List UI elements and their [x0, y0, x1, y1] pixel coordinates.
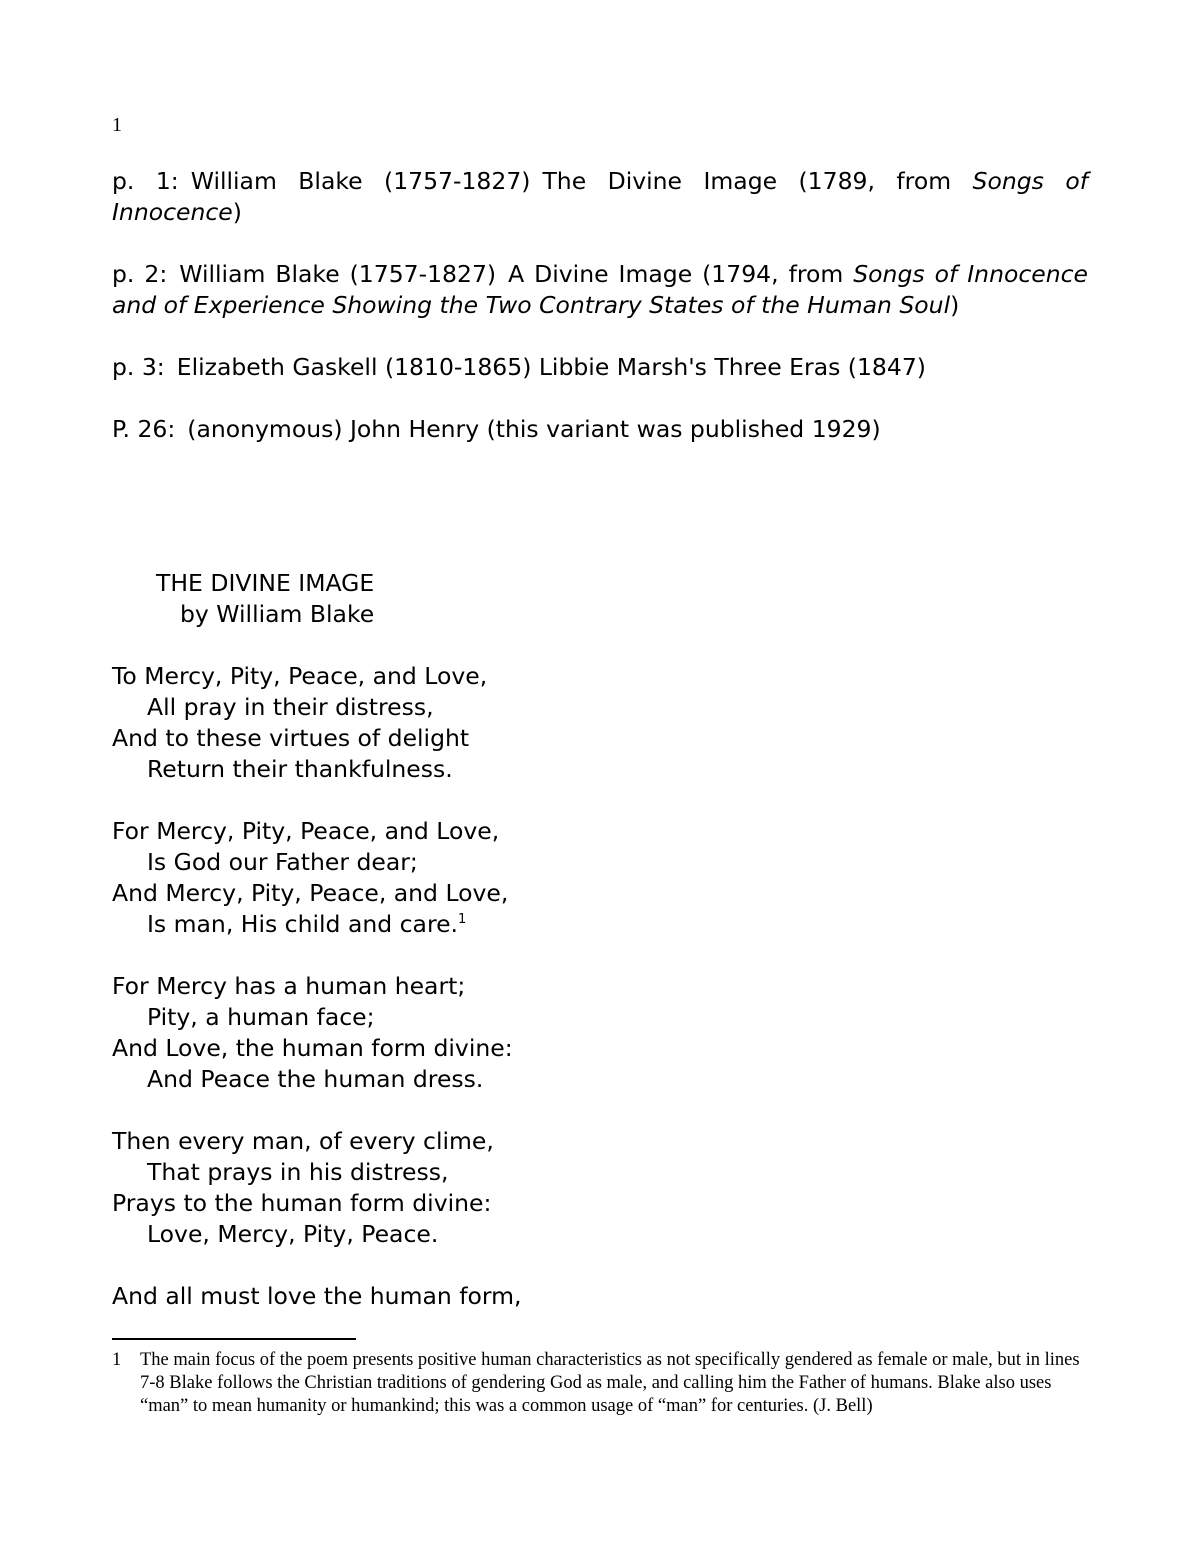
contents-entry [112, 414, 1088, 445]
poem-line: And all must love the human form, [112, 1282, 522, 1310]
poem-line: And Peace the human dress. [147, 1065, 484, 1093]
poem-line: For Mercy, Pity, Peace, and Love, [112, 817, 500, 845]
stanza [112, 1281, 521, 1312]
poem-line [147, 909, 521, 940]
footnote-separator [112, 1338, 356, 1340]
contents-entry [112, 259, 1088, 321]
poem-line: Return their thankfulness. [147, 755, 453, 783]
entry-page-ref: p. 2: [112, 260, 168, 288]
poem-line: And to these virtues of delight [112, 724, 470, 752]
footnote-number: 1 [112, 1350, 122, 1370]
poem-line-text: Is man, His child and care. [147, 910, 459, 938]
poem-line: Then every man, of every clime, [112, 1127, 494, 1155]
stanza [112, 816, 521, 940]
poem-line: And Mercy, Pity, Peace, and Love, [112, 879, 509, 907]
stanza [112, 661, 521, 785]
poem-line: Pity, a human face; [147, 1003, 375, 1031]
poem-author: by William Blake [180, 600, 375, 628]
entry-work: A Divine Image (1794, from [508, 260, 854, 288]
poem-title: THE DIVINE IMAGE [156, 569, 375, 597]
poem-line: All pray in their distress, [147, 693, 434, 721]
footnote-reference[interactable]: 1 [458, 912, 467, 927]
poem-line: Is God our Father dear; [147, 848, 418, 876]
poem-line: Love, Mercy, Pity, Peace. [147, 1220, 439, 1248]
poem-line: That prays in his distress, [147, 1158, 449, 1186]
entry-page-ref: p. 1: [112, 167, 179, 195]
contents-list [112, 166, 1088, 476]
stanza [112, 1126, 521, 1250]
poem-line: Prays to the human form divine: [112, 1189, 492, 1217]
entry-author: William Blake (1757-1827) [179, 260, 497, 288]
contents-entry [112, 352, 1088, 383]
poem-line: For Mercy has a human heart; [112, 972, 466, 1000]
entry-page-ref: p. 3: [112, 353, 165, 381]
entry-work: The Divine Image (1789, from [542, 167, 973, 195]
entry-author: William Blake (1757-1827) [190, 167, 531, 195]
poem [112, 568, 521, 1343]
footnote [112, 1349, 1092, 1418]
page-number: 1 [112, 114, 122, 136]
entry-page-ref: P. 26: [112, 415, 176, 443]
entry-text: Elizabeth Gaskell (1810-1865) Libbie Marsh's Three Eras (1847) [176, 353, 926, 381]
footnote-text: The main focus of the poem presents positive human characteristics as not specifically gendered as female or male, but in lines 7-8 Blake follows the Christian traditions of gendering God as male, and calling him the Father of humans. Blake also uses “man” to mean humanity or humankind; this was a common usage of “man” for centuries. (J. Bell) [140, 1350, 1080, 1416]
poem-line: To Mercy, Pity, Peace, and Love, [112, 662, 488, 690]
stanza [112, 971, 521, 1095]
entry-close-paren: ) [950, 291, 960, 319]
poem-line: And Love, the human form divine: [112, 1034, 513, 1062]
entry-close-paren: ) [232, 198, 242, 226]
entry-collection-title: Songs of Innocence and of Experience Showing the Two Contrary States of the Human Soul [112, 260, 1088, 319]
entry-text: (anonymous) John Henry (this variant was published 1929) [187, 415, 881, 443]
entry-collection-title: Songs of Innocence [112, 167, 1088, 226]
contents-entry [112, 166, 1088, 228]
